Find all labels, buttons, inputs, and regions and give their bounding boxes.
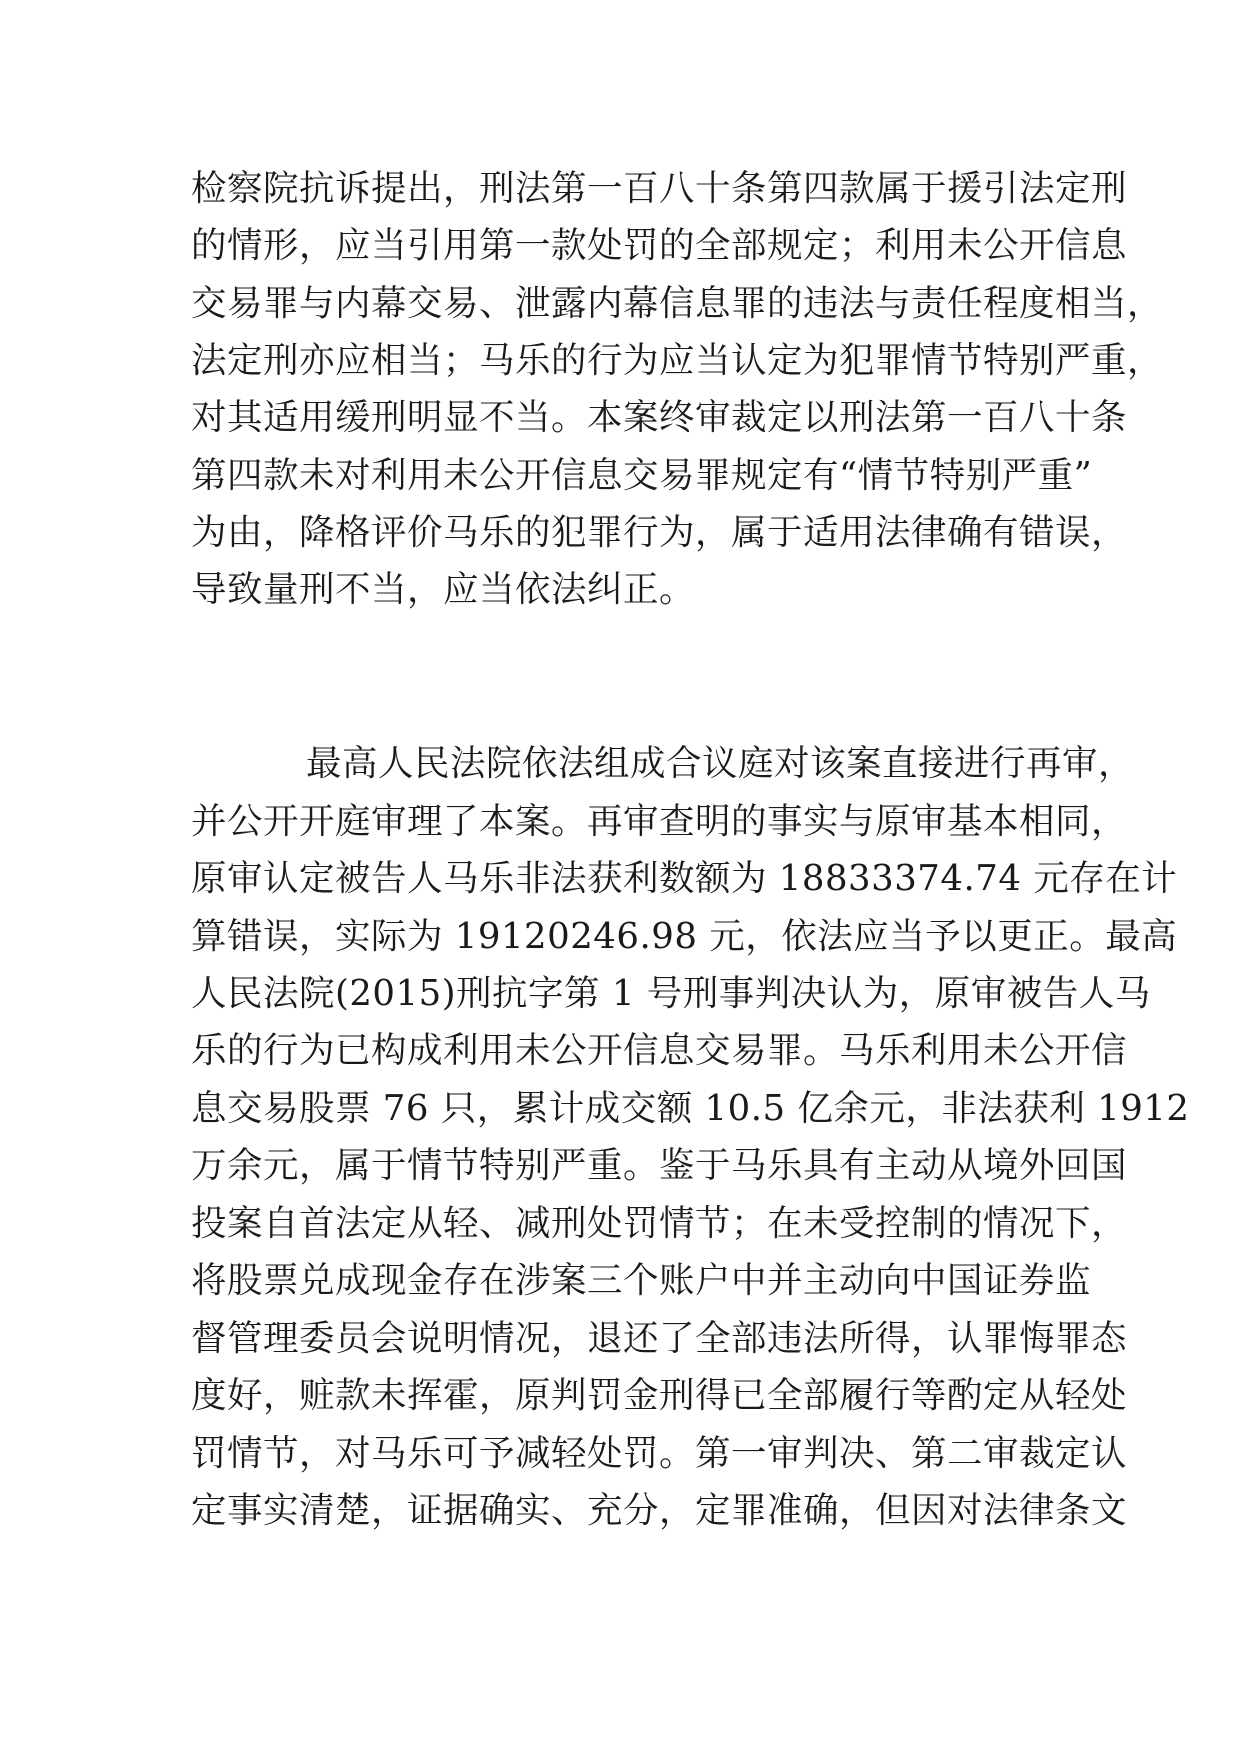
text-line: 法定刑亦应相当；马乐的行为应当认定为犯罪情节特别严重，: [191, 340, 1164, 381]
text-line: 督管理委员会说明情况，退还了全部违法所得，认罪悔罪态: [191, 1318, 1128, 1359]
text-line: 导致量刑不当，应当依法纠正。: [191, 569, 696, 610]
text-line: 息交易股票 76 只，累计成交额 10.5 亿余元，非法获利 1912: [191, 1088, 1190, 1129]
text-line: 交易罪与内幕交易、泄露内幕信息罪的违法与责任程度相当，: [191, 283, 1164, 324]
text-line: 最高人民法院依法组成合议庭对该案直接进行再审，: [306, 743, 1135, 784]
text-line: 投案自首法定从轻、减刑处罚情节；在未受控制的情况下，: [191, 1203, 1128, 1244]
text-line: 检察院抗诉提出，刑法第一百八十条第四款属于援引法定刑: [191, 168, 1128, 209]
text-line: 的情形，应当引用第一款处罚的全部规定；利用未公开信息: [191, 225, 1128, 266]
text-line: 并公开开庭审理了本案。再审查明的事实与原审基本相同，: [191, 801, 1128, 842]
text-line: 度好，赃款未挥霍，原判罚金刑得已全部履行等酌定从轻处: [191, 1375, 1128, 1416]
text-line: 算错误，实际为 19120246.98 元，依法应当予以更正。最高: [191, 916, 1178, 957]
text-line: 万余元，属于情节特别严重。鉴于马乐具有主动从境外回国: [191, 1145, 1128, 1186]
text-line: 罚情节，对马乐可予减轻处罚。第一审判决、第二审裁定认: [191, 1433, 1128, 1474]
text-line: 乐的行为已构成利用未公开信息交易罪。马乐利用未公开信: [191, 1030, 1128, 1071]
text-line: 将股票兑成现金存在涉案三个账户中并主动向中国证券监: [191, 1260, 1092, 1301]
text-line: 人民法院(2015)刑抗字第 1 号刑事判决认为，原审被告人马: [191, 973, 1151, 1014]
text-line: 第四款未对利用未公开信息交易罪规定有“情节特别严重”: [191, 455, 1093, 496]
text-line: 原审认定被告人马乐非法获利数额为 18833374.74 元存在计: [191, 858, 1178, 899]
text-line: 定事实清楚，证据确实、充分，定罪准确，但因对法律条文: [191, 1490, 1128, 1531]
text-line: 为由，降格评价马乐的犯罪行为，属于适用法律确有错误，: [191, 512, 1128, 553]
text-line: 对其适用缓刑明显不当。本案终审裁定以刑法第一百八十条: [191, 397, 1128, 438]
